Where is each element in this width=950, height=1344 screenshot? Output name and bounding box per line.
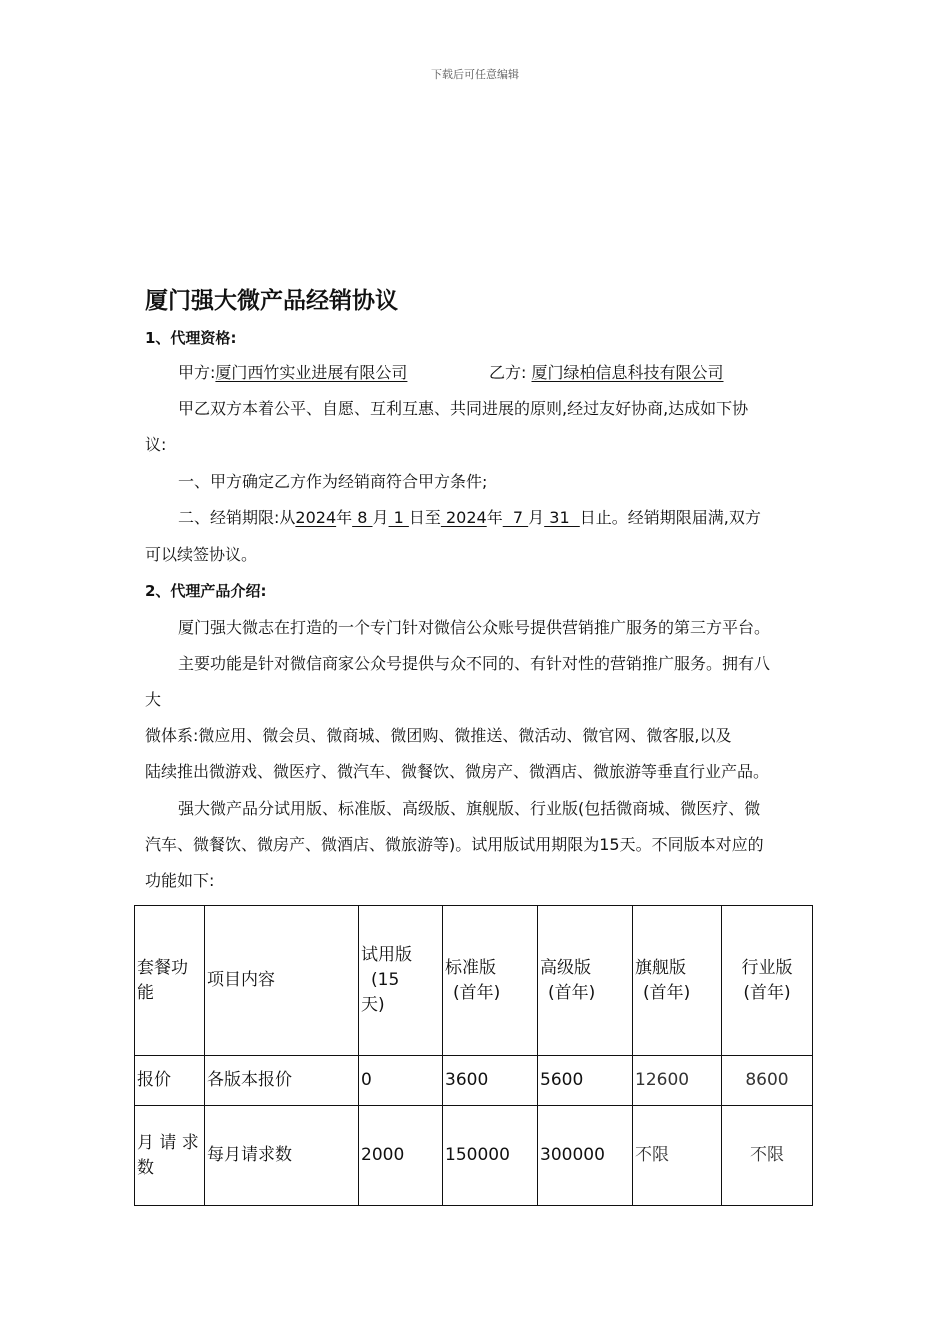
month-label-2: 月: [528, 508, 545, 527]
party-a-line: [178, 363, 407, 383]
row-price-label: 报价: [135, 1056, 205, 1106]
package-feature-table: [134, 905, 813, 1206]
party-a-name: 厦门西竹实业进展有限公司: [215, 363, 408, 382]
paragraph-5-line-2: 大: [145, 690, 162, 709]
header-package: 套餐功 能: [135, 906, 205, 1056]
requests-trial: 2000: [359, 1106, 443, 1206]
paragraph-4: 厦门强大微志在打造的一个专门针对微信公众账号提供营销推广服务的第三方平台。: [178, 618, 771, 637]
month-label: 月: [372, 508, 389, 527]
header-item: 项目内容: [205, 906, 359, 1056]
end-day: 31: [544, 508, 580, 527]
paragraph-5-line-4: 陆续推出微游戏、微医疗、微汽车、微餐饮、微房产、微酒店、微旅游等垂直行业产品。: [145, 762, 770, 781]
end-month: 7: [502, 508, 529, 527]
table-row: [135, 1056, 813, 1106]
section-2-heading: 2、代理产品介绍:: [145, 582, 267, 600]
row-price-item: 各版本报价: [205, 1056, 359, 1106]
table-header-row: [135, 906, 813, 1056]
header-standard: 标准版 (首年): [443, 906, 538, 1056]
paragraph-1-line-1: 甲乙双方本着公平、自愿、互利互惠、共同进展的原则,经过友好协商,达成如下协: [178, 399, 749, 418]
page-header-note: 下载后可任意编辑: [431, 68, 519, 81]
price-industry: 8600: [722, 1056, 813, 1106]
price-flagship: 12600: [633, 1056, 722, 1106]
header-industry: 行业版 (首年): [722, 906, 813, 1056]
requests-standard: 150000: [443, 1106, 538, 1206]
party-a-label: 甲方:: [178, 363, 216, 382]
paragraph-3-line-2: 可以续签协议。: [145, 545, 258, 564]
price-advanced: 5600: [538, 1056, 633, 1106]
paragraph-3-line-1: [178, 508, 761, 528]
paragraph-1-line-2: 议:: [145, 435, 167, 454]
paragraph-6-line-1: 强大微产品分试用版、标准版、高级版、旗舰版、行业版(包括微商城、微医疗、微: [178, 799, 761, 818]
end-year: 2024: [440, 508, 487, 527]
year-label: 年: [336, 508, 353, 527]
paragraph-5-line-3: 微体系:微应用、微会员、微商城、微团购、微推送、微活动、微官网、微客服,以及: [145, 726, 732, 745]
price-trial: 0: [359, 1056, 443, 1106]
paragraph-6-line-3: 功能如下:: [145, 871, 215, 890]
requests-flagship: 不限: [633, 1106, 722, 1206]
row-requests-item: 每月请求数: [205, 1106, 359, 1206]
day-to-label: 日至: [408, 508, 441, 527]
start-year: 2024: [295, 508, 337, 527]
party-b-name: 厦门绿柏信息科技有限公司: [531, 363, 724, 382]
party-b-label: 乙方:: [489, 363, 527, 382]
requests-advanced: 300000: [538, 1106, 633, 1206]
party-b-line: [489, 363, 724, 383]
paragraph-2: 一、甲方确定乙方作为经销商符合甲方条件;: [178, 472, 488, 491]
term-suffix: 日止。经销期限届满,双方: [579, 508, 761, 527]
term-prefix: 二、经销期限:从: [178, 508, 296, 527]
price-standard: 3600: [443, 1056, 538, 1106]
start-month: 8: [352, 508, 373, 527]
section-1-heading: 1、代理资格:: [145, 329, 237, 347]
start-day: 1: [388, 508, 409, 527]
row-requests-label: 月 请 求 数: [135, 1106, 205, 1206]
header-flagship: 旗舰版 (首年): [633, 906, 722, 1056]
year-label-2: 年: [486, 508, 503, 527]
table-row: [135, 1106, 813, 1206]
paragraph-5-line-1: 主要功能是针对微信商家公众号提供与众不同的、有针对性的营销推广服务。拥有八: [178, 654, 771, 673]
requests-industry: 不限: [722, 1106, 813, 1206]
header-advanced: 高级版 (首年): [538, 906, 633, 1056]
paragraph-6-line-2: 汽车、微餐饮、微房产、微酒店、微旅游等)。试用版试用期限为15天。不同版本对应的: [145, 835, 764, 854]
header-trial: 试用版 (15 天): [359, 906, 443, 1056]
document-title: 厦门强大微产品经销协议: [145, 288, 398, 314]
